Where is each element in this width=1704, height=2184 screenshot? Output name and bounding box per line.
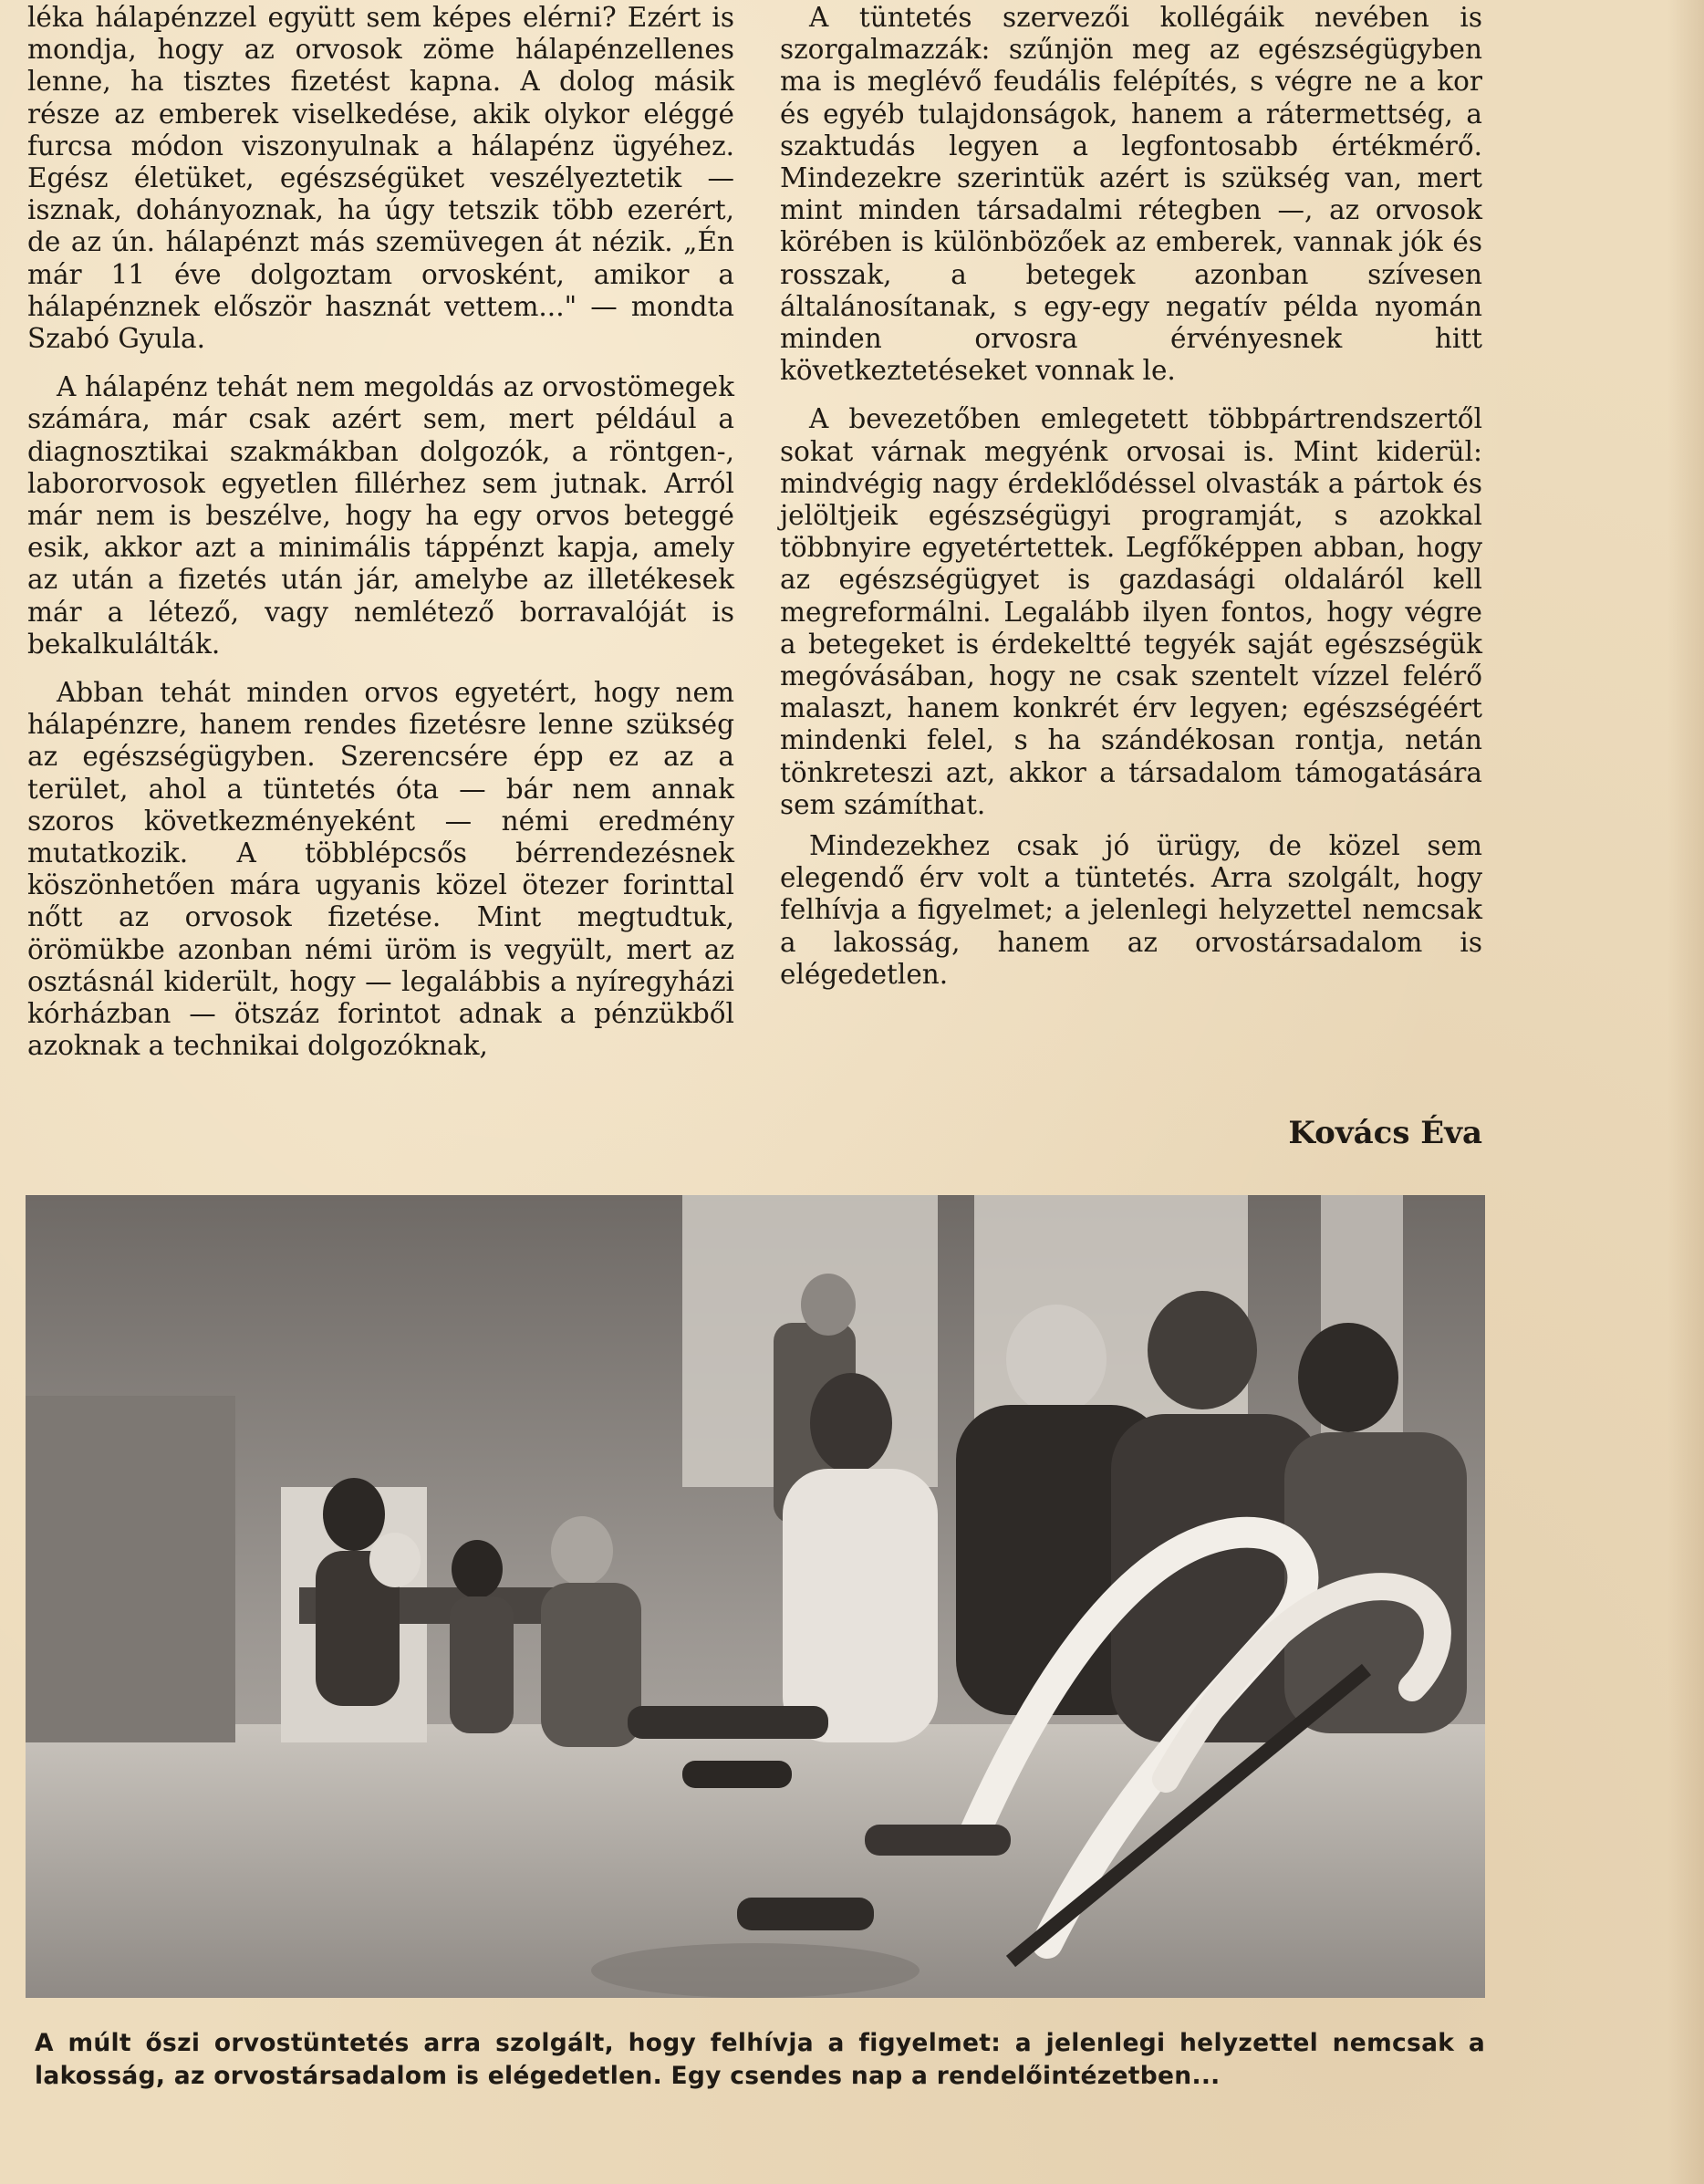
author-byline: Kovács Éva <box>1288 1115 1482 1151</box>
photo-illustration <box>26 1195 1485 1998</box>
right-paragraph-1: A tüntetés szervezői kollégáik nevében is szorgalmazzák: szűnjön meg az egészségügyben ma is meglévő feudális felépítés, s végre ne a kor és egyéb tulajdonságok, hanem a rátermettség, a szaktudás legyen a legfontosabb értékmérő. Mindezekre szerintük azért is szükség van, mert mint minden társadalmi rétegben —, az orvosok körében is különbözőek az emberek, vannak jók és rosszak, a betegek azonban szívesen általánosítanak, s egy-egy negatív példa nyomán minden orvosra érvényesnek hitt következtetéseket vonnak le. <box>780 2 1482 387</box>
waiting-room-photo <box>26 1195 1485 1998</box>
right-paragraph-3: Mindezekhez csak jó ürügy, de közel sem elegendő érv volt a tüntetés. Arra szolgált, hogy felhívja a figyelmet; a jelenlegi helyzettel nemcsak a lakosság, hanem az orvostársadalom is elégedetlen. <box>780 830 1482 990</box>
paper-edge-shadow <box>1668 0 1704 2184</box>
article-right-column <box>780 2 1482 991</box>
article-left-column <box>27 2 734 1063</box>
left-paragraph-2: A hálapénz tehát nem megoldás az orvostömegek számára, már csak azért sem, mert például a diagnosztikai szakmákban dolgozók, a röntgen-, labororvosok egyetlen fillérhez sem jutnak. Arról már nem is beszélve, hogy ha egy orvos beteggé esik, akkor azt a minimális táppénzt kapja, amely az után a fizetés után jár, amelybe az illetékesek már a létező, vagy nemlétező borravalóját is bekalkulálták. <box>27 371 734 660</box>
right-paragraph-2: A bevezetőben emlegetett többpártrendszertől sokat várnak megyénk orvosai is. Mint kiderül: mindvégig nagy érdeklődéssel olvasták a pártok és jelöltjeik egészségügyi programját, s azokkal többnyire egyetértettek. Legfőképpen abban, hogy az egészségügyet is gazdasági oldaláról kell megreformálni. Legalább ilyen fontos, hogy végre a betegeket is érdekeltté tegyék saját egészségük megóvásában, hogy ne csak szentelt vízzel felérő malaszt, hanem konkrét érv legyen; egészségéért mindenki felel, s ha szándékosan rontja, netán tönkreteszi azt, akkor a társadalom támogatására sem számíthat. <box>780 403 1482 820</box>
left-paragraph-1: léka hálapénzzel együtt sem képes elérni? Ezért is mondja, hogy az orvosok zöme hálapénzellenes lenne, ha tisztes fizetést kapna. A dolog másik része az emberek viselkedése, akik olykor eléggé furcsa módon viszonyulnak a hálapénz ügyéhez. Egész életüket, egészségüket veszélyeztetik — isznak, dohányoznak, ha úgy tetszik több ezerért, de az ún. hálapénzt más szemüvegen át nézik. „Én már 11 éve dolgoztam orvosként, amikor a hálapénznek először hasznát vettem..." — mondta Szabó Gyula. <box>27 2 734 355</box>
photo-caption: A múlt őszi orvostüntetés arra szolgált, hogy felhívja a figyelmet: a jelenlegi helyzettel nemcsak a lakosság, az orvostársadalom is elégedetlen. Egy csendes nap a rendelőintézetben... <box>35 2029 1485 2090</box>
left-paragraph-3: Abban tehát minden orvos egyetért, hogy nem hálapénzre, hanem rendes fizetésre lenne szükség az egészségügyben. Szerencsére épp ez az a terület, ahol a tüntetés óta — bár nem annak szoros következményeként — némi eredmény mutatkozik. A többlépcsős bérrendezésnek köszönhetően mára ugyanis közel ötezer forinttal nőtt az orvosok fizetése. Mint megtudtuk, örömükbe azonban némi üröm is vegyült, mert az osztásnál kiderült, hogy — legalábbis a nyíregyházi kórházban — ötszáz forintot adnak a pénzükből azoknak a technikai dolgozóknak, <box>27 677 734 1062</box>
